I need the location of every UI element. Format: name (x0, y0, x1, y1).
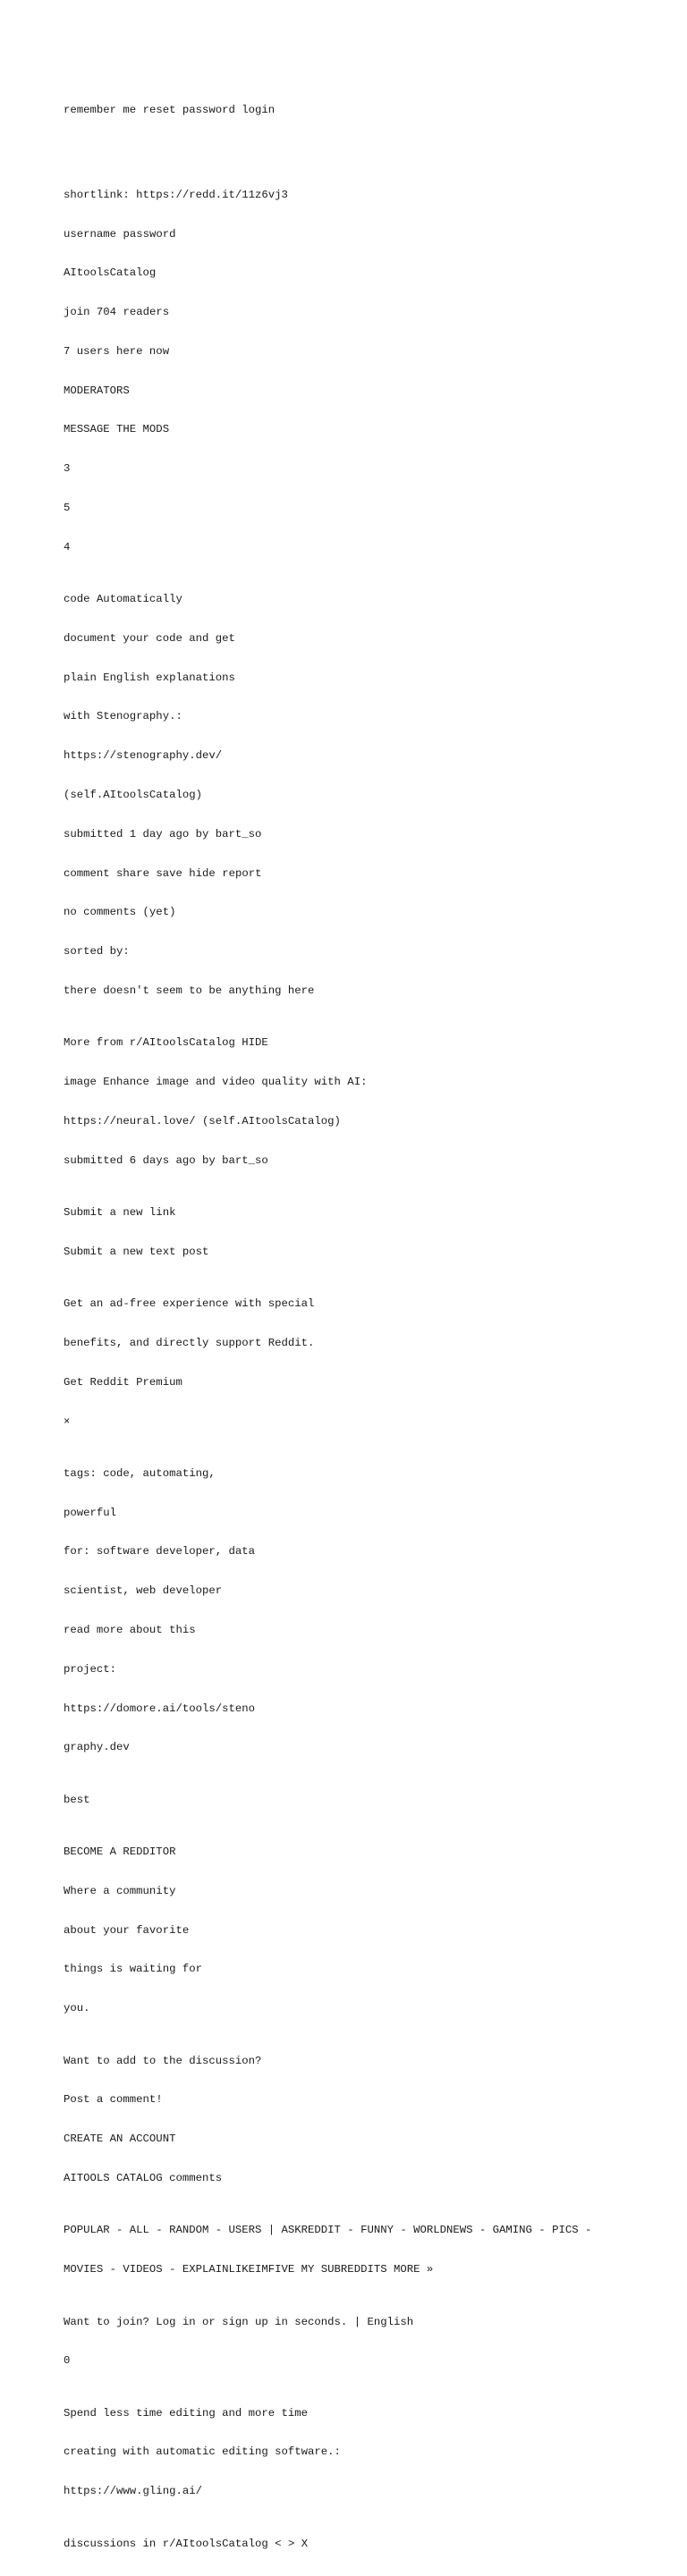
create-account-button[interactable]: CREATE AN ACCOUNT (64, 2133, 176, 2146)
premium-text: benefits, and directly support Reddit. (64, 1336, 315, 1349)
post-title-line[interactable]: with Stenography.: (64, 710, 182, 723)
post-comment-link[interactable]: Post a comment! (64, 2093, 163, 2107)
discussions-label: discussions in r/AItoolsCatalog (64, 2537, 268, 2550)
login-button[interactable]: login (242, 103, 276, 116)
become-redditor-text: you. (64, 2002, 90, 2015)
post-title-line[interactable]: code Automatically (64, 593, 182, 606)
subreddit-name[interactable]: AItoolsCatalog (64, 266, 157, 280)
read-more-text: read more about this (64, 1624, 196, 1637)
become-redditor-text: about your favorite (64, 1923, 190, 1937)
share-button[interactable]: share (116, 866, 149, 880)
reset-password-link[interactable]: reset password (142, 103, 235, 116)
login-fields (64, 228, 681, 241)
read-more-text: project: (64, 1662, 117, 1676)
audience-text: scientist, web developer (64, 1584, 223, 1598)
project-link[interactable]: https://domore.ai/tools/steno (64, 1702, 256, 1715)
submit-link-button[interactable]: Submit a new link (64, 1206, 176, 1220)
audience-text: for: software developer, data (64, 1545, 256, 1558)
tags-text: tags: code, automating, (64, 1466, 216, 1480)
score: 5 (64, 501, 71, 514)
hide-more-button[interactable]: HIDE (242, 1036, 268, 1050)
sort-best-option[interactable]: best (64, 1793, 90, 1806)
close-icon[interactable]: × (64, 1415, 71, 1428)
premium-button[interactable]: Get Reddit Premium (64, 1375, 182, 1389)
related-post-submitted: submitted 6 days ago by bart_so (64, 1153, 268, 1167)
login-bar (64, 104, 681, 117)
post-title-line[interactable]: https://stenography.dev/ (64, 749, 223, 763)
shortlink[interactable]: shortlink: https://redd.it/11z6vj3 (64, 188, 288, 201)
sorted-by-label: sorted by: (64, 945, 130, 959)
gling-post-line[interactable]: Spend less time editing and more time (64, 2406, 309, 2420)
users-online: 7 users here now (64, 344, 170, 358)
related-post-title[interactable]: image Enhance image and video quality with AI: (64, 1076, 368, 1089)
more-from-label: More from r/AItoolsCatalog (64, 1036, 235, 1050)
join-button[interactable]: join (64, 306, 90, 319)
score: 3 (64, 462, 71, 476)
vote-count: 0 (64, 2354, 71, 2368)
subreddit-nav-bar[interactable]: MOVIES - VIDEOS - EXPLAINLIKEIMFIVE MY SUBREDDITS MORE » (64, 2263, 434, 2276)
gling-post-line[interactable]: creating with automatic editing software.: (64, 2445, 341, 2459)
empty-state-text: there doesn't seem to be anything here (64, 984, 315, 997)
readers-count: 704 readers (96, 306, 170, 319)
save-button[interactable]: save (156, 866, 182, 880)
post-title-line[interactable]: plain English explanations (64, 671, 235, 684)
message-mods-link[interactable]: MESSAGE THE MODS (64, 423, 170, 436)
moderators-heading: MODERATORS (64, 384, 130, 397)
related-post-url[interactable]: https://neural.love/ (self.AItoolsCatalog) (64, 1114, 341, 1128)
project-link[interactable]: graphy.dev (64, 1741, 130, 1754)
subscribe-row (64, 306, 681, 319)
report-button[interactable]: report (222, 866, 262, 880)
hide-button[interactable]: hide (189, 866, 216, 880)
close-icon[interactable]: X (301, 2537, 309, 2550)
submit-text-button[interactable]: Submit a new text post (64, 1245, 209, 1258)
next-arrow-icon[interactable]: > (287, 2537, 295, 2550)
post-title-line[interactable]: document your code and get (64, 631, 235, 645)
prev-arrow-icon[interactable]: < (275, 2537, 282, 2550)
become-redditor-text: things is waiting for (64, 1963, 202, 1976)
tags-text: powerful (64, 1506, 117, 1519)
post-domain[interactable]: (self.AItoolsCatalog) (64, 789, 202, 802)
post-actions (64, 867, 681, 881)
premium-text: Get an ad-free experience with special (64, 1297, 315, 1311)
remember-me-checkbox[interactable]: remember me (64, 103, 137, 116)
discussions-bar (64, 2538, 681, 2551)
join-prompt[interactable]: Want to join? Log in or sign up in seconds. | English (64, 2315, 414, 2328)
catalog-comments-link[interactable]: AITOOLS CATALOG comments (64, 2171, 223, 2184)
discussion-prompt: Want to add to the discussion? (64, 2054, 262, 2067)
password-field[interactable]: password (123, 227, 176, 241)
page-content (64, 64, 681, 2576)
post-submitted: submitted 1 day ago by bart_so (64, 827, 262, 840)
spacer (64, 143, 681, 149)
subreddit-nav-bar[interactable]: POPULAR - ALL - RANDOM - USERS | ASKREDDIT - FUNNY - WORLDNEWS - GAMING - PICS - (64, 2224, 592, 2237)
become-redditor-heading: BECOME A REDDITOR (64, 1845, 176, 1859)
become-redditor-text: Where a community (64, 1884, 176, 1897)
score: 4 (64, 540, 71, 553)
gling-link[interactable]: https://www.gling.ai/ (64, 2485, 202, 2498)
no-comments-text: no comments (yet) (64, 906, 176, 919)
comment-button[interactable]: comment (64, 866, 110, 880)
username-field[interactable]: username (64, 227, 117, 241)
more-from-row (64, 1036, 681, 1050)
